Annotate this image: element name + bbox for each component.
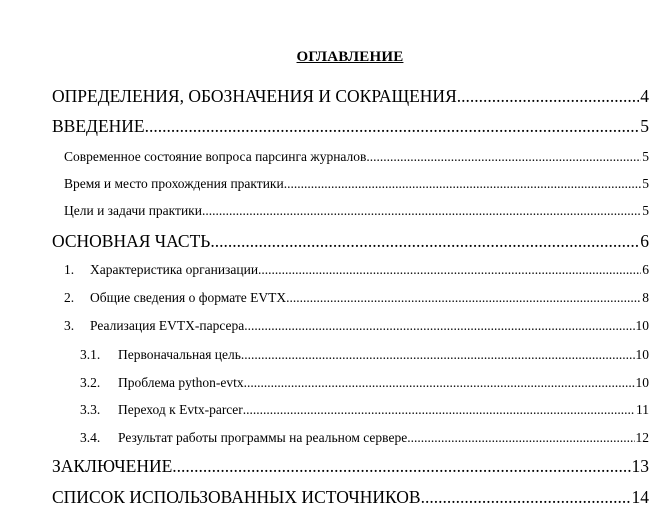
dot-leader — [407, 430, 634, 446]
toc-entry-number: 2. — [64, 290, 75, 305]
dot-leader — [258, 262, 641, 278]
toc-entry-label: Характеристика организации — [90, 262, 259, 277]
toc-entry-definitions[interactable] — [52, 86, 649, 107]
dot-leader — [210, 231, 639, 252]
toc-entry-page: 6 — [642, 262, 649, 277]
toc-entry-time-place[interactable] — [64, 176, 649, 192]
toc-entry-page: 5 — [642, 203, 649, 218]
dot-leader — [172, 456, 630, 477]
toc-entry-initial-goal[interactable] — [80, 347, 649, 363]
toc-entry-number: 1. — [64, 262, 75, 277]
dot-leader — [244, 375, 635, 391]
toc-entry-page: 5 — [640, 116, 649, 136]
toc-entry-evtx-parcer[interactable] — [80, 402, 649, 418]
toc-entry-organization[interactable] — [64, 262, 649, 278]
toc-entry-label: Реализация EVTX-парсера — [90, 318, 245, 333]
toc-entry-label: ВВЕДЕНИЕ — [52, 116, 145, 136]
toc-entry-current-state[interactable] — [64, 149, 649, 165]
toc-entry-page: 10 — [635, 347, 649, 362]
toc-entry-page: 10 — [635, 318, 649, 333]
toc-entry-page: 11 — [636, 402, 649, 417]
dot-leader — [286, 290, 641, 306]
toc-entry-number: 3.3. — [80, 402, 101, 417]
toc-entry-references[interactable] — [52, 487, 649, 508]
toc-entry-label: ОПРЕДЕЛЕНИЯ, ОБОЗНАЧЕНИЯ И СОКРАЩЕНИЯ — [52, 86, 457, 106]
toc-entry-label: СПИСОК ИСПОЛЬЗОВАННЫХ ИСТОЧНИКОВ — [52, 487, 421, 507]
toc-entry-page: 4 — [640, 86, 649, 106]
dot-leader — [421, 487, 631, 508]
toc-entry-label: Время и место прохождения практики — [64, 176, 284, 191]
toc-entry-number: 3.2. — [80, 375, 101, 390]
toc-entry-page: 8 — [642, 290, 649, 305]
dot-leader — [243, 402, 635, 418]
toc-entry-label: Современное состояние вопроса парсинга журналов — [64, 149, 367, 164]
dot-leader — [366, 149, 641, 165]
toc-entry-label: Результат работы программы на реальном сервере — [118, 430, 408, 445]
toc-entry-label: ЗАКЛЮЧЕНИЕ — [52, 456, 173, 476]
toc-entry-real-server[interactable] — [80, 430, 649, 446]
toc-entry-evtx-format[interactable] — [64, 290, 649, 306]
dot-leader — [457, 86, 640, 107]
toc-entry-page: 14 — [631, 487, 649, 507]
toc-entry-label: Переход к Evtx-parcer — [118, 402, 243, 417]
toc-entry-page: 5 — [642, 176, 649, 191]
toc-entry-number: 3. — [64, 318, 75, 333]
toc-entry-page: 12 — [635, 430, 649, 445]
toc-entry-main-part[interactable] — [52, 231, 649, 252]
toc-entry-number: 3.1. — [80, 347, 101, 362]
toc-entry-label: Проблема python-evtx — [118, 375, 244, 390]
toc-entry-introduction[interactable] — [52, 116, 649, 137]
dot-leader — [241, 347, 635, 363]
toc-entry-label: Общие сведения о формате EVTX — [90, 290, 287, 305]
toc-title: ОГЛАВЛЕНИЕ — [296, 49, 404, 65]
toc-entry-page: 6 — [640, 231, 649, 251]
toc-entry-label: Цели и задачи практики — [64, 203, 202, 218]
toc-entry-goals[interactable] — [64, 203, 649, 219]
toc-entry-conclusion[interactable] — [52, 456, 649, 477]
toc-entry-page: 13 — [631, 456, 649, 476]
toc-entry-python-evtx[interactable] — [80, 375, 649, 391]
toc-entry-page: 5 — [642, 149, 649, 164]
toc-entry-evtx-parser[interactable] — [64, 318, 649, 334]
toc-entry-number: 3.4. — [80, 430, 101, 445]
toc-entry-page: 10 — [635, 375, 649, 390]
toc-entry-label: ОСНОВНАЯ ЧАСТЬ — [52, 231, 211, 251]
toc-entry-label: Первоначальная цель — [118, 347, 241, 362]
dot-leader — [145, 116, 640, 137]
dot-leader — [284, 176, 642, 192]
dot-leader — [202, 203, 641, 219]
dot-leader — [244, 318, 634, 334]
